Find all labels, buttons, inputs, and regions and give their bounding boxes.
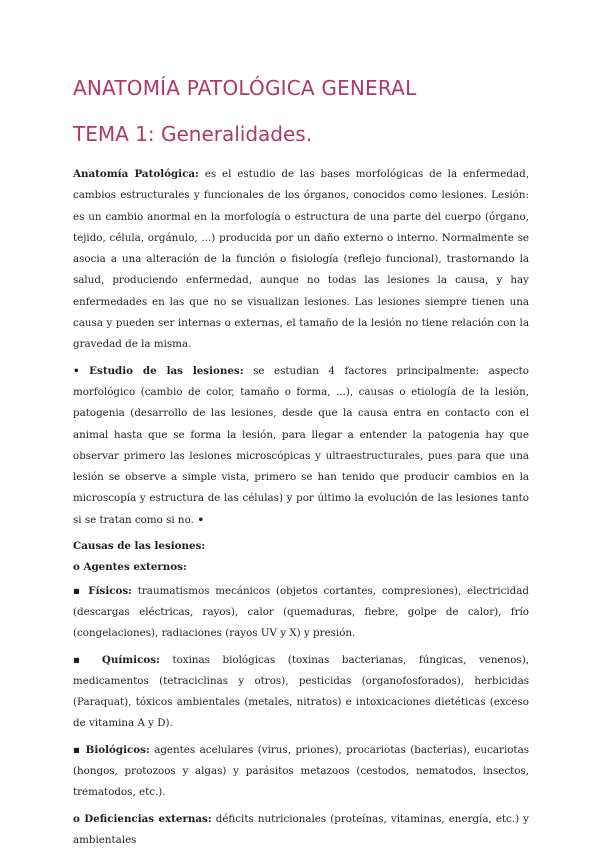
quimicos-text: toxinas biológicas (toxinas bacterianas, fúngicas, venenos), medicamentos (tetraciclinas y otros), pesticidas (organofosforados), herbicidas (Paraquat), tóxicos ambientales (metales, nitratos) e intoxicaciones dietéticas (exceso de vitamina A y D). <box>73 653 529 730</box>
fisicos-term: Físicos: <box>88 584 132 597</box>
document-title: ANATOMÍA PATOLÓGICA GENERAL <box>73 76 417 100</box>
square-bullet-icon: ▪ <box>73 743 82 756</box>
square-bullet-icon: ▪ <box>73 653 90 666</box>
fisicos-text: traumatismos mecánicos (objetos cortantes, compresiones), electricidad (descargas eléctricas, rayos), calor (quemaduras, fiebre, golpe de calor), frío (congelaciones), radiaciones (rayos UV y X) y presión. <box>73 584 529 640</box>
biologicos-term: Biológicos: <box>85 743 150 756</box>
biologicos-text: agentes acelulares (virus, priones), procariotas (bacterias), eucariotas (hongos, protozoos y algas) y parásitos metazoos (cestodos, nematodos, insectos, trematodos, etc.). <box>73 743 529 799</box>
deficiencias-text: déficits nutricionales (proteínas, vitaminas, energía, etc.) y ambientales <box>73 812 529 846</box>
deficiencias-paragraph <box>73 809 529 852</box>
estudio-text: se estudian 4 factores principalmente: aspecto morfológico (cambio de color, tamaño o forma, ...), causas o etiología de la lesión, patogenia (desarrollo de las lesiones, desde que la causa entra en contacto con el animal hasta que se forma la lesión, para llegar a entender la patogenia hay que observar primero las lesiones microscópicas y ultraestructurales, pues para que una lesión se observe a simple vista, primero se han tenido que producir cambios en la microscopía y estructura de las células) y por último la evolución de las lesiones tanto si se tratan como si no. <box>73 364 529 526</box>
intro-text: es el estudio de las bases morfológicas de la enfermedad, cambios estructurales y funcionales de los órganos, conocidos como lesiones. Lesión: es un cambio anormal en la morfología o estructura de una parte del cuerpo (órgano, tejido, célula, orgánulo, ...) producida por un daño externo o interno. Normalmente se asocia a una alteración de la función o fisiología (reflejo funcional), trastornando la salud, produciendo enfermedad, aunque no todas las lesiones la causa, y hay enfermedades en las que no se visualizan lesiones. Las lesiones siempre tienen una causa y pueden ser internas o externas, el tamaño de la lesión no tiene relación con la gravedad de la misma. <box>73 168 529 351</box>
causas-heading-text: Causas de las lesiones: <box>73 540 206 553</box>
agentes-heading <box>73 557 529 578</box>
section-title: TEMA 1: Generalidades. <box>73 122 313 146</box>
intro-paragraph <box>73 164 529 356</box>
estudio-paragraph <box>73 361 529 531</box>
quimicos-term: Químicos: <box>101 653 160 666</box>
causas-heading <box>73 536 529 557</box>
intro-term: Anatomía Patológica: <box>73 168 199 180</box>
quimicos-paragraph <box>73 650 529 735</box>
biologicos-paragraph <box>73 740 529 804</box>
agentes-heading-text: o Agentes externos: <box>73 561 187 574</box>
bullet-icon: • <box>73 364 80 377</box>
square-bullet-icon: ▪ <box>73 584 83 597</box>
fisicos-paragraph <box>73 581 529 645</box>
document-body <box>73 164 529 856</box>
deficiencias-term: o Deficiencias externas: <box>73 812 212 825</box>
bullet-icon: • <box>193 513 205 526</box>
estudio-term: Estudio de las lesiones: <box>89 364 244 377</box>
